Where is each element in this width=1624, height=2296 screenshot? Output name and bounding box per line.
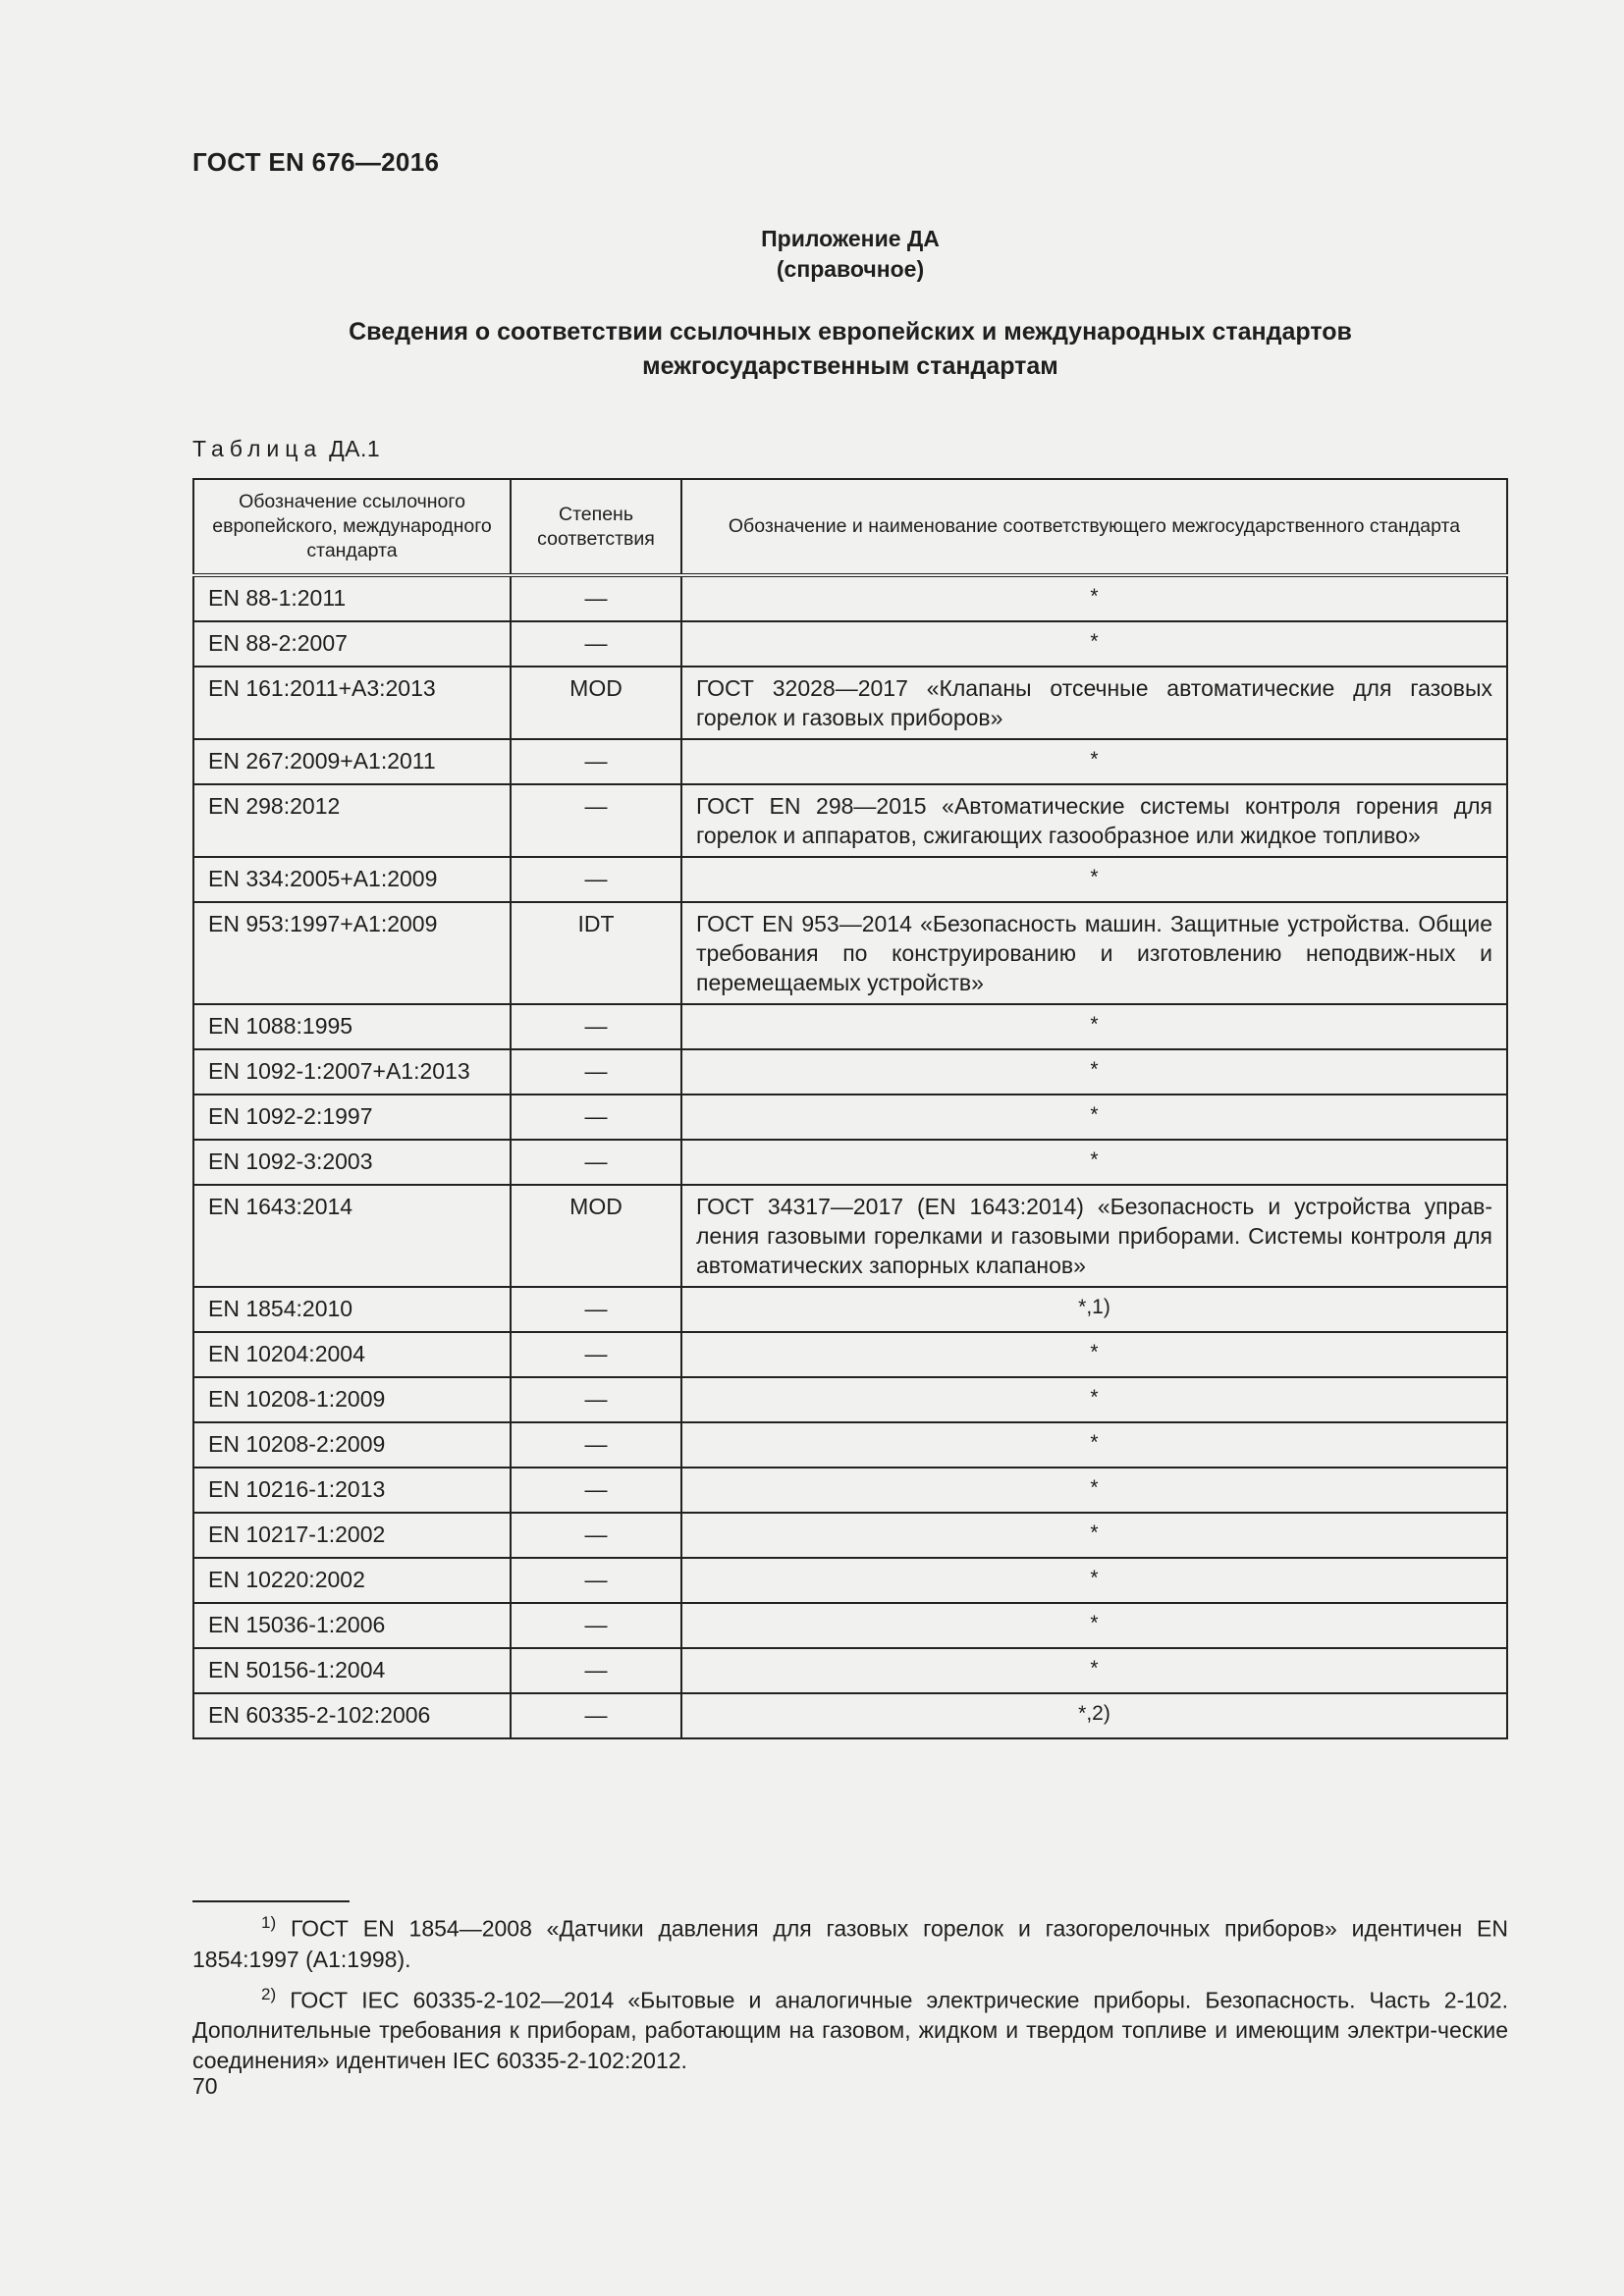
- annex-title: [192, 315, 1508, 384]
- ref-standard-cell: EN 953:1997+A1:2009: [193, 902, 511, 1004]
- not-applicable-mark: *: [1090, 1341, 1099, 1363]
- ref-standard-cell: EN 10220:2002: [193, 1558, 511, 1603]
- annex-name: Приложение ДА: [761, 226, 940, 251]
- interstate-standard-cell: [681, 1648, 1507, 1693]
- degree-cell: —: [511, 1693, 681, 1738]
- ref-standard-cell: EN 334:2005+A1:2009: [193, 857, 511, 902]
- footnote-1-mark: 1): [261, 1913, 277, 1932]
- interstate-standard-cell: [681, 1140, 1507, 1185]
- degree-cell: —: [511, 739, 681, 784]
- table-label: [192, 436, 380, 462]
- not-applicable-mark: *: [1090, 1567, 1099, 1589]
- interstate-standard-cell: ГОСТ 32028—2017 «Клапаны отсечные автоматические для газовых горелок и газовых приборов»: [681, 667, 1507, 739]
- degree-cell: —: [511, 575, 681, 621]
- ref-standard-cell: EN 88-2:2007: [193, 621, 511, 667]
- not-applicable-mark: *,2): [1078, 1702, 1110, 1725]
- table-row: [193, 1513, 1507, 1558]
- ref-standard-cell: EN 1643:2014: [193, 1185, 511, 1287]
- ref-standard-cell: EN 1854:2010: [193, 1287, 511, 1332]
- page-number: 70: [192, 2073, 218, 2099]
- interstate-standard-cell: [681, 575, 1507, 621]
- degree-cell: —: [511, 1513, 681, 1558]
- degree-cell: —: [511, 1004, 681, 1049]
- table-row: [193, 1004, 1507, 1049]
- header-interstate-standard: Обозначение и наименование соответствующего межгосударственного стандарта: [681, 479, 1507, 575]
- interstate-standard-cell: ГОСТ EN 298—2015 «Автоматические системы контроля горения для горелок и аппаратов, сжигающих газообразное или жидкое топливо»: [681, 784, 1507, 857]
- annex-heading: [192, 224, 1508, 285]
- table-row: [193, 1095, 1507, 1140]
- table-row: [193, 575, 1507, 621]
- not-applicable-mark: *: [1090, 585, 1099, 608]
- interstate-standard-cell: [681, 739, 1507, 784]
- degree-cell: —: [511, 1468, 681, 1513]
- table-row: [193, 1377, 1507, 1422]
- interstate-standard-cell: [681, 857, 1507, 902]
- ref-standard-cell: EN 1092-1:2007+A1:2013: [193, 1049, 511, 1095]
- ref-standard-cell: EN 161:2011+A3:2013: [193, 667, 511, 739]
- interstate-standard-cell: [681, 1513, 1507, 1558]
- interstate-standard-cell: [681, 1558, 1507, 1603]
- not-applicable-mark: *: [1090, 1657, 1099, 1680]
- not-applicable-mark: *: [1090, 1148, 1099, 1171]
- document-code: ГОСТ EN 676—2016: [192, 147, 440, 177]
- ref-standard-cell: EN 1092-3:2003: [193, 1140, 511, 1185]
- not-applicable-mark: *,1): [1078, 1296, 1110, 1318]
- table-row: [193, 857, 1507, 902]
- degree-cell: —: [511, 1422, 681, 1468]
- not-applicable-mark: *: [1090, 866, 1099, 888]
- degree-cell: IDT: [511, 902, 681, 1004]
- standards-correspondence-table: [192, 478, 1508, 1739]
- table-row: [193, 902, 1507, 1004]
- ref-standard-cell: EN 10216-1:2013: [193, 1468, 511, 1513]
- ref-standard-cell: EN 298:2012: [193, 784, 511, 857]
- interstate-standard-cell: [681, 1603, 1507, 1648]
- table-row: [193, 1558, 1507, 1603]
- degree-cell: —: [511, 1287, 681, 1332]
- ref-standard-cell: EN 267:2009+A1:2011: [193, 739, 511, 784]
- not-applicable-mark: *: [1090, 1612, 1099, 1634]
- table-row: [193, 1049, 1507, 1095]
- not-applicable-mark: *: [1090, 1058, 1099, 1081]
- table-body: [193, 575, 1507, 1738]
- ref-standard-cell: EN 1088:1995: [193, 1004, 511, 1049]
- interstate-standard-cell: [681, 1095, 1507, 1140]
- table-row: [193, 1648, 1507, 1693]
- ref-standard-cell: EN 60335-2-102:2006: [193, 1693, 511, 1738]
- header-degree: Степень соответствия: [511, 479, 681, 575]
- annex-title-line-1: Сведения о соответствии ссылочных европейских и международных стандартов: [349, 318, 1352, 346]
- not-applicable-mark: *: [1090, 1103, 1099, 1126]
- footnote-1: [192, 1907, 1508, 1975]
- interstate-standard-cell: [681, 1332, 1507, 1377]
- not-applicable-mark: *: [1090, 1386, 1099, 1409]
- not-applicable-mark: *: [1090, 1013, 1099, 1036]
- table-label-word: Таблица: [192, 436, 323, 461]
- table-label-id: ДА.1: [329, 436, 381, 461]
- degree-cell: —: [511, 1049, 681, 1095]
- interstate-standard-cell: [681, 1004, 1507, 1049]
- interstate-standard-cell: [681, 1377, 1507, 1422]
- table-row: [193, 784, 1507, 857]
- ref-standard-cell: EN 10204:2004: [193, 1332, 511, 1377]
- not-applicable-mark: *: [1090, 748, 1099, 771]
- not-applicable-mark: *: [1090, 1522, 1099, 1544]
- footnotes: [192, 1907, 1508, 2080]
- degree-cell: —: [511, 1095, 681, 1140]
- table-row: [193, 1140, 1507, 1185]
- not-applicable-mark: *: [1090, 1431, 1099, 1454]
- degree-cell: —: [511, 1603, 681, 1648]
- ref-standard-cell: EN 88-1:2011: [193, 575, 511, 621]
- degree-cell: —: [511, 857, 681, 902]
- ref-standard-cell: EN 10208-2:2009: [193, 1422, 511, 1468]
- table-row: [193, 1468, 1507, 1513]
- degree-cell: —: [511, 1377, 681, 1422]
- ref-standard-cell: EN 50156-1:2004: [193, 1648, 511, 1693]
- interstate-standard-cell: [681, 1468, 1507, 1513]
- footnote-2: [192, 1979, 1508, 2077]
- degree-cell: —: [511, 1332, 681, 1377]
- ref-standard-cell: EN 10208-1:2009: [193, 1377, 511, 1422]
- table-row: [193, 1332, 1507, 1377]
- ref-standard-cell: EN 10217-1:2002: [193, 1513, 511, 1558]
- interstate-standard-cell: [681, 1287, 1507, 1332]
- degree-cell: —: [511, 621, 681, 667]
- interstate-standard-cell: [681, 621, 1507, 667]
- degree-cell: —: [511, 1140, 681, 1185]
- interstate-standard-cell: [681, 1422, 1507, 1468]
- annex-title-line-2: межгосударственным стандартам: [642, 352, 1058, 380]
- footnote-2-mark: 2): [261, 1984, 277, 2003]
- footnote-rule: [192, 1900, 350, 1902]
- ref-standard-cell: EN 15036-1:2006: [193, 1603, 511, 1648]
- degree-cell: —: [511, 1558, 681, 1603]
- table-row: [193, 1422, 1507, 1468]
- table-row: [193, 1693, 1507, 1738]
- table-row: [193, 1287, 1507, 1332]
- table-row: [193, 621, 1507, 667]
- interstate-standard-cell: ГОСТ 34317—2017 (EN 1643:2014) «Безопасность и устройства управ-ления газовыми горелками и газовыми приборами. Системы контроля для автоматических запорных клапанов»: [681, 1185, 1507, 1287]
- degree-cell: —: [511, 1648, 681, 1693]
- degree-cell: MOD: [511, 1185, 681, 1287]
- annex-kind: (справочное): [776, 256, 925, 282]
- not-applicable-mark: *: [1090, 630, 1099, 653]
- interstate-standard-cell: [681, 1693, 1507, 1738]
- table-header-row: [193, 479, 1507, 575]
- ref-standard-cell: EN 1092-2:1997: [193, 1095, 511, 1140]
- table-row: [193, 667, 1507, 739]
- table-row: [193, 1603, 1507, 1648]
- degree-cell: MOD: [511, 667, 681, 739]
- header-ref-standard: Обозначение ссылочного европейского, международного стандарта: [193, 479, 511, 575]
- table-row: [193, 739, 1507, 784]
- degree-cell: —: [511, 784, 681, 857]
- interstate-standard-cell: [681, 1049, 1507, 1095]
- footnote-1-text: ГОСТ EN 1854—2008 «Датчики давления для газовых горелок и газогорелочных приборов» идентичен EN 1854:1997 (A1:1998).: [192, 1915, 1509, 1972]
- interstate-standard-cell: ГОСТ EN 953—2014 «Безопасность машин. Защитные устройства. Общие требования по конструированию и изготовлению неподвиж-ных и перемещаемых устройств»: [681, 902, 1507, 1004]
- table-row: [193, 1185, 1507, 1287]
- footnote-2-text: ГОСТ IEC 60335-2-102—2014 «Бытовые и аналогичные электрические приборы. Безопасность. Часть 2-102. Дополнительные требования к приборам, работающим на газовом, жидком и твердом топливе и имеющим электри-ческие соединения» идентичен IEC 60335-2-102:2012.: [192, 1987, 1508, 2074]
- not-applicable-mark: *: [1090, 1476, 1099, 1499]
